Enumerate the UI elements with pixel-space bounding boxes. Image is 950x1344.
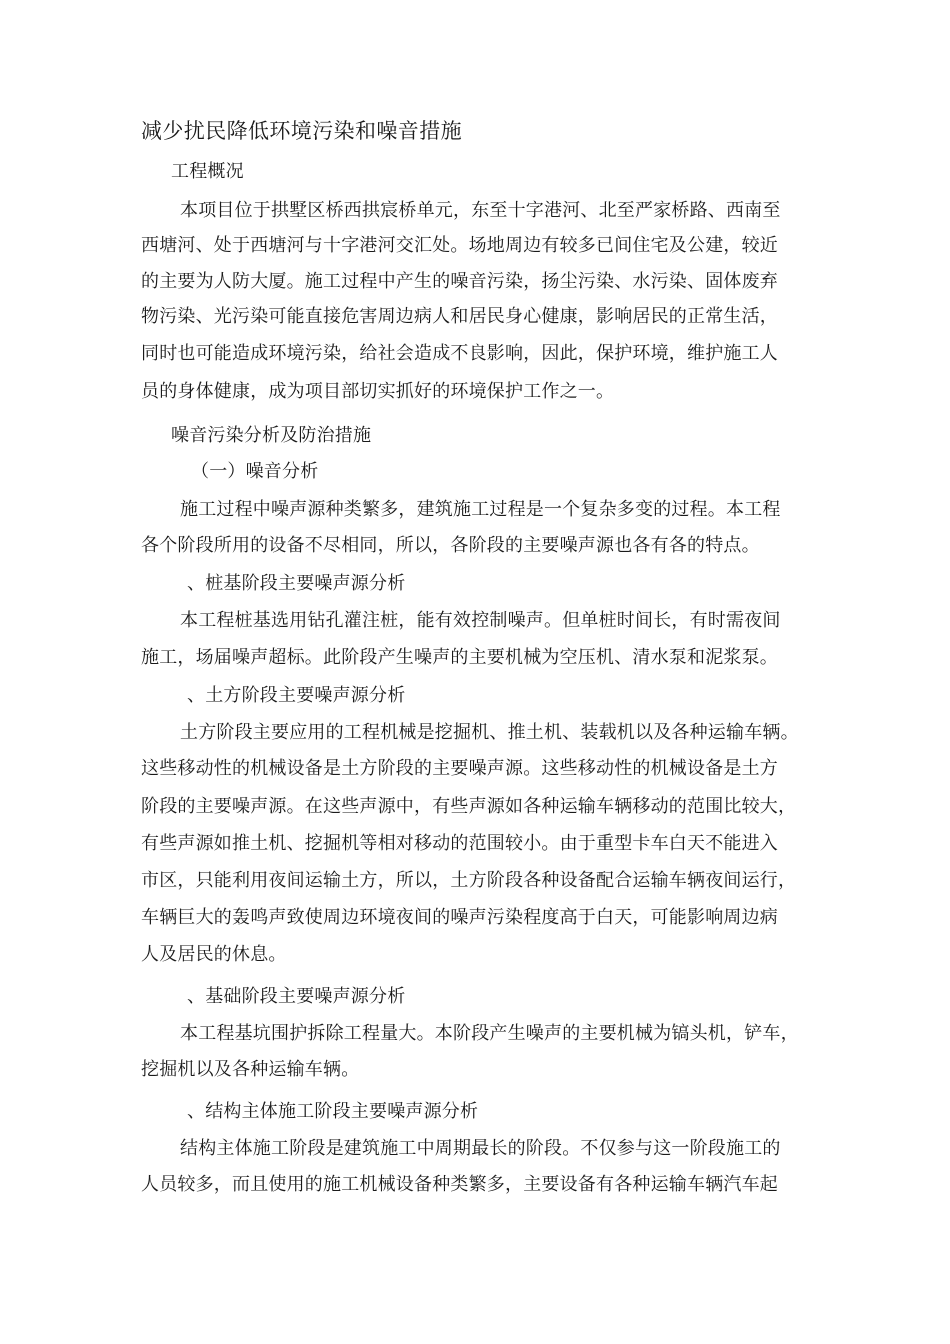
paragraph-line: 施工，场届噪声超标。此阶段产生噪声的主要机械为空压机、清水泵和泥浆泵。: [141, 647, 778, 668]
paragraph-line: 员的身体健康，成为项目部切实抓好的环境保护工作之一。: [141, 381, 615, 402]
paragraph-line: 物污染、光污染可能直接危害周边病人和居民身心健康，影响居民的正常生活，: [141, 306, 778, 327]
paragraph-line: 市区，只能利用夜间运输土方，所以，土方阶段各种设备配合运输车辆夜间运行，: [141, 870, 797, 891]
paragraph-line: 土方阶段主要应用的工程机械是挖掘机、推土机、装载机以及各种运输车辆。: [180, 722, 799, 743]
paragraph-line: 挖掘机以及各种运输车辆。: [141, 1059, 360, 1080]
paragraph-line: 阶段的主要噪声源。在这些声源中，有些声源如各种运输车辆移动的范围比较大，: [141, 796, 797, 817]
section-heading-overview: 工程概况: [171, 161, 244, 182]
stage-heading-foundation: 、基础阶段主要噪声源分析: [187, 986, 406, 1007]
stage-heading-pile: 、桩基阶段主要噪声源分析: [187, 573, 406, 594]
paragraph-line: 这些移动性的机械设备是土方阶段的主要噪声源。这些移动性的机械设备是土方: [141, 758, 778, 779]
paragraph-line: 有些声源如推土机、挖掘机等相对移动的范围较小。由于重型卡车白天不能进入: [141, 833, 778, 854]
section-heading-noise: 噪音污染分析及防治措施: [171, 425, 372, 446]
paragraph-line: 人及居民的休息。: [141, 944, 287, 965]
stage-heading-earthwork: 、土方阶段主要噪声源分析: [187, 685, 406, 706]
paragraph-line: 本工程基坑围护拆除工程量大。本阶段产生噪声的主要机械为镐头机，铲车，: [180, 1023, 799, 1044]
paragraph-line: 各个阶段所用的设备不尽相同，所以，各阶段的主要噪声源也各有各的特点。: [141, 535, 760, 556]
paragraph-line: 施工过程中噪声源种类繁多，建筑施工过程是一个复杂多变的过程。本工程: [180, 499, 781, 520]
paragraph-line: 结构主体施工阶段是建筑施工中周期最长的阶段。不仅参与这一阶段施工的: [180, 1138, 781, 1159]
paragraph-line: 本项目位于拱墅区桥西拱宸桥单元，东至十字港河、北至严家桥路、西南至: [180, 200, 781, 221]
paragraph-line: 本工程桩基选用钻孔灌注桩，能有效控制噪声。但单桩时间长，有时需夜间: [180, 610, 781, 631]
paragraph-line: 同时也可能造成环境污染，给社会造成不良影响，因此，保护环境，维护施工人: [141, 343, 778, 364]
paragraph-line: 的主要为人防大厦。施工过程中产生的噪音污染，扬尘污染、水污染、固体废弃: [141, 271, 778, 292]
paragraph-line: 西塘河、处于西塘河与十字港河交汇处。场地周边有较多已间住宅及公建，较近: [141, 235, 778, 256]
subsection-heading-noise-analysis: （一）噪音分析: [191, 461, 319, 482]
document-title: 减少扰民降低环境污染和噪音措施: [141, 119, 462, 143]
stage-heading-structure: 、结构主体施工阶段主要噪声源分析: [187, 1101, 479, 1122]
paragraph-line: 车辆巨大的轰鸣声致使周边环境夜间的噪声污染程度高于白天，可能影响周边病: [141, 907, 778, 928]
paragraph-line: 人员较多，而且使用的施工机械设备种类繁多，主要设备有各种运输车辆汽车起: [141, 1174, 778, 1195]
